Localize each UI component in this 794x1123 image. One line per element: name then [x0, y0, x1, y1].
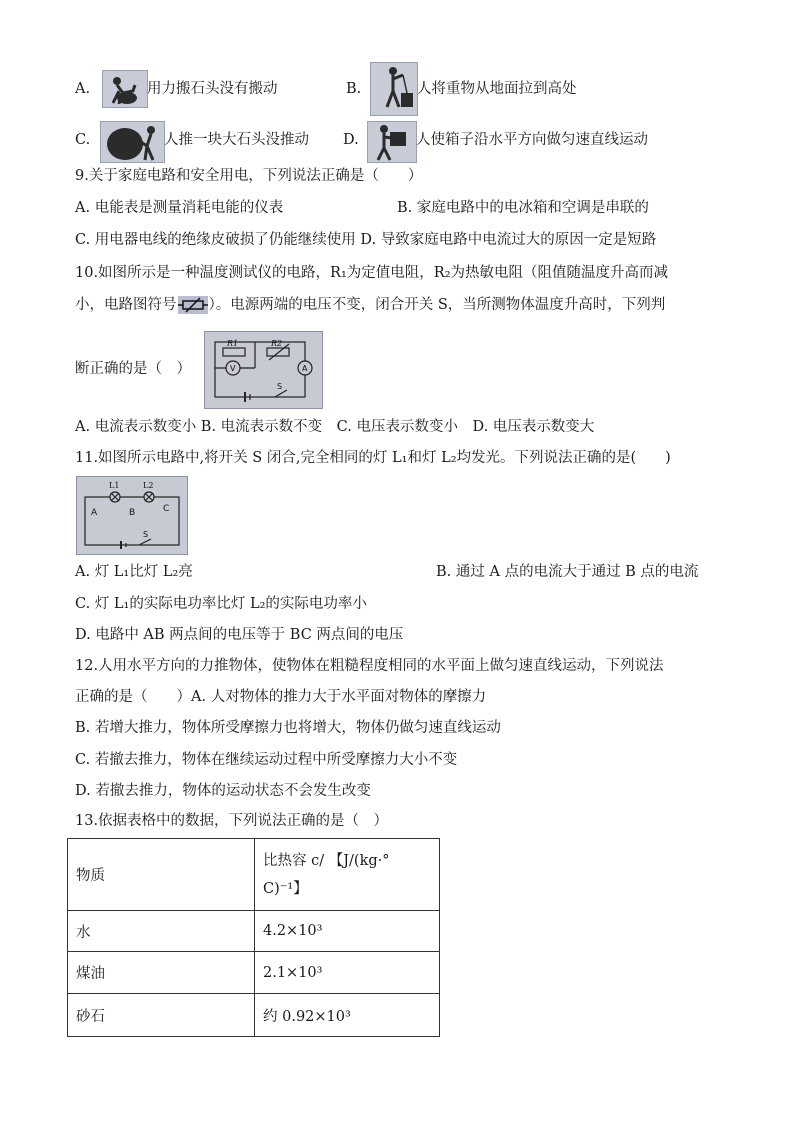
person-carrying-box-icon	[368, 122, 416, 162]
q10-stem-line1: 10.如图所示是一种温度测试仪的电路，R₁为定值电阻，R₂为热敏电阻（阻值随温度升高而减	[75, 265, 669, 281]
table-cell-substance: 煤油	[68, 952, 255, 994]
q11-label-s: S	[143, 530, 149, 539]
q10-label-r1: R1	[227, 339, 239, 348]
q8-option-c-text: 人推一块大石头没推动	[164, 132, 309, 148]
q10-stem-line2b: ）。电源两端的电压不变，闭合开关 S，当所测物体温度升高时，下列判	[208, 297, 666, 313]
q12-option-b: B. 若增大推力，物体所受摩擦力也将增大，物体仍做匀速直线运动	[75, 720, 501, 736]
q10-stem-line2	[75, 294, 665, 316]
table-cell-value: 4.2×10³	[255, 911, 440, 952]
table-cell-value: 约 0.92×10³	[255, 994, 440, 1037]
q8-option-d-letter: D.	[343, 132, 359, 148]
q12-option-c: C. 若撤去推力，物体在继续运动过程中所受摩擦力大小不变	[75, 752, 458, 768]
q8-option-c-image	[100, 121, 165, 163]
q8-option-a-text: 用力搬石头没有搬动	[147, 81, 278, 97]
q8-option-d-text: 人使箱子沿水平方向做匀速直线运动	[416, 132, 648, 148]
table-header-specific-heat-line1: 比热容 c/ 【J/(kg·°	[263, 852, 390, 869]
q11-option-d: D. 电路中 AB 两点间的电压等于 BC 两点间的电压	[75, 627, 404, 643]
q11-option-a: A. 灯 L₁比灯 L₂亮	[75, 564, 193, 580]
q12-stem-line2: 正确的是（ ）A. 人对物体的推力大于水平面对物体的摩擦力	[75, 689, 487, 705]
thermistor-symbol	[178, 296, 208, 314]
q11-option-b: B. 通过 A 点的电流大于通过 B 点的电流	[436, 564, 699, 580]
table-row	[68, 952, 440, 994]
q11-label-b: B	[129, 508, 136, 518]
q8-option-d-image	[367, 121, 417, 163]
q8-option-b-letter: B.	[346, 81, 362, 97]
table-cell-value: 2.1×10³	[255, 952, 440, 994]
q10-label-r2: R2	[271, 339, 283, 348]
q11-circuit-svg	[77, 477, 187, 554]
table-row	[68, 911, 440, 952]
q8-option-a-letter: A.	[75, 81, 91, 97]
q12-option-d: D. 若撤去推力，物体的运动状态不会发生改变	[75, 783, 371, 799]
q8-option-b-image	[370, 62, 418, 116]
specific-heat-table	[67, 838, 440, 1037]
person-lifting-rock-icon	[103, 71, 147, 107]
q9-option-b: B. 家庭电路中的电冰箱和空调是串联的	[397, 200, 649, 216]
q11-label-l2: L2	[143, 481, 154, 490]
q11-label-l1: L1	[109, 481, 120, 490]
q11-stem: 11.如图所示电路中,将开关 S 闭合,完全相同的灯 L₁和灯 L₂均发光。下列说法正确的是( )	[75, 450, 671, 466]
q11-circuit-diagram	[76, 476, 188, 555]
q8-option-c-letter: C.	[75, 132, 91, 148]
table-cell-substance: 砂石	[68, 994, 255, 1037]
table-header-specific-heat	[255, 839, 440, 911]
q9-option-cd: C. 用电器电线的绝缘皮破损了仍能继续使用 D. 导致家庭电路中电流过大的原因一定是短路	[75, 232, 657, 248]
q11-label-a: A	[91, 508, 98, 518]
q11-label-c: C	[163, 504, 170, 514]
person-pushing-boulder-icon	[101, 122, 164, 162]
q10-stem-line2a: 小，电路图符号	[75, 297, 177, 313]
q10-circuit-diagram	[204, 331, 323, 409]
table-row	[68, 994, 440, 1037]
q8-option-b-text: 人将重物从地面拉到高处	[417, 81, 577, 97]
table-header-substance: 物质	[68, 839, 255, 911]
table-header-row	[68, 839, 440, 911]
table-cell-substance: 水	[68, 911, 255, 952]
q9-stem: 9.关于家庭电路和安全用电，下列说法正确是（ ）	[75, 168, 423, 184]
q10-label-switch: S	[277, 382, 283, 391]
table-header-specific-heat-line2: C)⁻¹】	[263, 880, 308, 897]
q13-stem: 13.依据表格中的数据，下列说法正确的是（ ）	[75, 813, 389, 829]
q8-option-a-image	[102, 70, 148, 108]
q10-circuit-svg	[205, 332, 322, 408]
q10-label-voltmeter: V	[230, 364, 236, 373]
q11-option-c: C. 灯 L₁的实际电功率比灯 L₂的实际电功率小	[75, 596, 367, 612]
q10-options: A. 电流表示数变小 B. 电流表示数不变 C. 电压表示数变小 D. 电压表示数变大	[75, 419, 595, 435]
thermistor-symbol-icon	[178, 296, 208, 314]
q12-stem-line1: 12.人用水平方向的力推物体，使物体在粗糙程度相同的水平面上做匀速直线运动，下列说法	[75, 658, 664, 674]
q10-label-ammeter: A	[302, 364, 308, 373]
q9-option-a: A. 电能表是测量消耗电能的仪表	[75, 200, 284, 216]
person-pulling-weight-icon	[371, 63, 417, 115]
q10-stem-line3: 断正确的是（ ）	[75, 361, 191, 377]
